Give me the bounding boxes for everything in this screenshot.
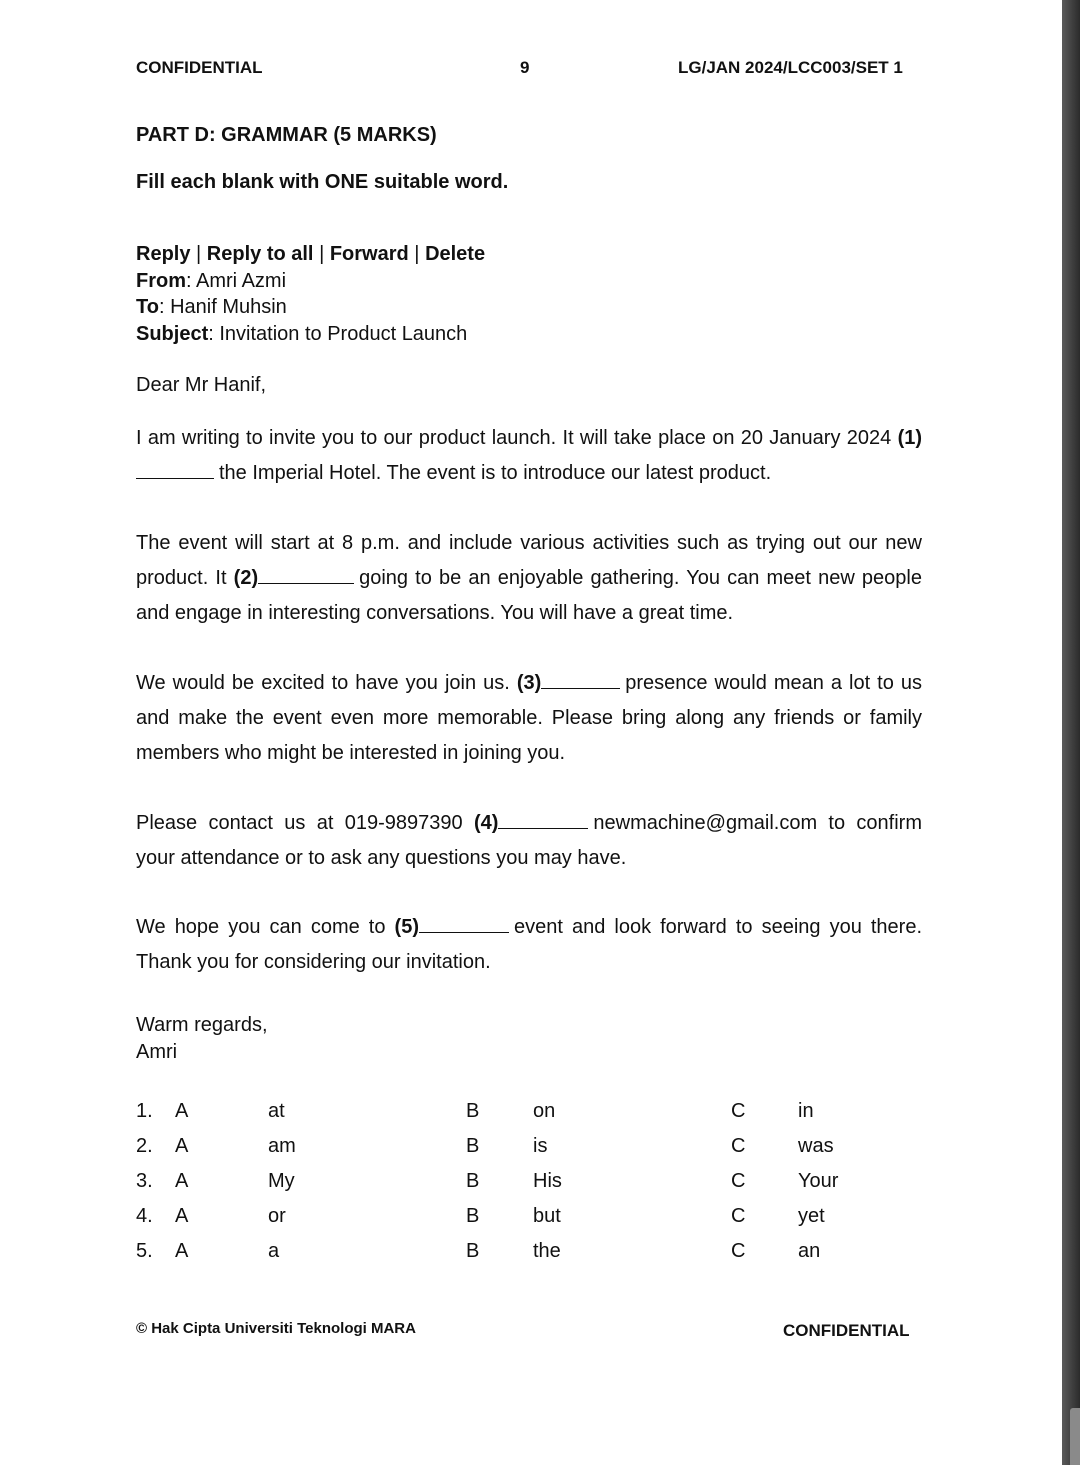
option-b-text: His bbox=[533, 1170, 562, 1192]
blank-label-2: (2) bbox=[233, 567, 259, 589]
question-number: 1. bbox=[136, 1100, 153, 1122]
blank-line-3 bbox=[541, 671, 620, 689]
option-c-text: in bbox=[798, 1100, 814, 1122]
paragraph-text: We hope you can come to bbox=[136, 916, 386, 938]
edge-tab bbox=[1070, 1408, 1080, 1465]
subject-label: Subject bbox=[136, 323, 209, 346]
option-b-text: but bbox=[533, 1205, 561, 1227]
window-edge bbox=[1062, 0, 1080, 1465]
separator: | bbox=[319, 243, 325, 265]
paper-code: LG/JAN 2024/LCC003/SET 1 bbox=[678, 58, 903, 77]
to-label: To bbox=[136, 296, 159, 319]
page-number: 9 bbox=[520, 58, 530, 77]
option-c-letter: C bbox=[731, 1205, 746, 1227]
blank-label-5: (5) bbox=[394, 916, 419, 938]
option-a-letter: A bbox=[175, 1100, 189, 1122]
paragraph-text: going to be an enjoyable gathering. You can meet new people and engage in interesting conversations. You will have a great time. bbox=[136, 567, 922, 624]
blank-label-3: (3) bbox=[516, 672, 542, 694]
paragraph-text: presence would mean a lot to us and make the event even more memorable. Please bring along any friends or family members who might be interested in joining you. bbox=[136, 672, 922, 764]
footer-copyright: © Hak Cipta Universiti Teknologi MARA bbox=[136, 1320, 416, 1337]
paragraph-text: the Imperial Hotel. The event is to introduce our latest product. bbox=[219, 462, 772, 484]
question-number: 2. bbox=[136, 1135, 153, 1157]
paragraph-4 bbox=[136, 806, 922, 876]
header-confidential: CONFIDENTIAL bbox=[136, 58, 263, 77]
option-a-text: or bbox=[268, 1205, 286, 1227]
option-b-letter: B bbox=[466, 1170, 480, 1192]
closing-line: Warm regards, bbox=[136, 1014, 268, 1036]
option-c-letter: C bbox=[731, 1100, 746, 1122]
option-a-letter: A bbox=[175, 1135, 189, 1157]
footer-confidential: CONFIDENTIAL bbox=[783, 1321, 910, 1340]
option-a-text: at bbox=[268, 1100, 285, 1122]
to-value: : Hanif Muhsin bbox=[158, 296, 287, 319]
paragraph-text: newmachine@gmail.com to confirm your attendance or to ask any questions you may have. bbox=[136, 812, 922, 869]
option-b-text: is bbox=[533, 1135, 548, 1157]
option-b-letter: B bbox=[466, 1100, 480, 1122]
option-b-letter: B bbox=[466, 1135, 480, 1157]
blank-line-2 bbox=[258, 566, 354, 584]
paragraph-text: I am writing to invite you to our product launch. It will take place on 20 January 2024 bbox=[136, 427, 892, 449]
blank-label-1: (1) bbox=[897, 427, 923, 449]
option-c-text: Your bbox=[798, 1170, 839, 1192]
option-b-text: the bbox=[533, 1240, 561, 1262]
option-b-letter: B bbox=[466, 1240, 480, 1262]
part-title: PART D: GRAMMAR (5 MARKS) bbox=[136, 124, 437, 146]
separator: | bbox=[414, 243, 420, 265]
option-a-letter: A bbox=[175, 1205, 189, 1227]
to-line bbox=[136, 294, 485, 321]
paragraph-5 bbox=[136, 910, 922, 980]
delete-action: Delete bbox=[425, 243, 486, 265]
option-c-text: yet bbox=[798, 1205, 825, 1227]
option-a-text: My bbox=[268, 1170, 295, 1192]
option-a-text: a bbox=[268, 1240, 280, 1262]
separator: | bbox=[196, 243, 202, 265]
option-a-text: am bbox=[268, 1135, 296, 1157]
option-c-text: was bbox=[798, 1135, 834, 1157]
paragraph-text: event and look forward to seeing you there. Thank you for considering our invitation. bbox=[136, 916, 923, 973]
paragraph-text: We would be excited to have you join us. bbox=[136, 672, 510, 694]
option-c-text: an bbox=[798, 1240, 821, 1262]
email-header bbox=[136, 241, 485, 348]
paragraph-2 bbox=[136, 526, 922, 631]
reply-to-all-action: Reply to all bbox=[206, 243, 314, 265]
option-a-letter: A bbox=[175, 1170, 189, 1192]
blank-line-4 bbox=[498, 811, 588, 829]
blank-line-5 bbox=[419, 915, 509, 933]
option-b-letter: B bbox=[466, 1205, 480, 1227]
option-c-letter: C bbox=[731, 1135, 746, 1157]
option-c-letter: C bbox=[731, 1240, 746, 1262]
question-number: 3. bbox=[136, 1170, 153, 1192]
blank-line-1 bbox=[136, 461, 214, 479]
paragraph-text: The event will start at 8 p.m. and include various activities such as trying out our new product. It bbox=[136, 532, 922, 589]
option-b-text: on bbox=[533, 1100, 556, 1122]
question-number: 5. bbox=[136, 1240, 153, 1262]
paragraph-1 bbox=[136, 421, 922, 491]
option-a-letter: A bbox=[175, 1240, 189, 1262]
forward-action: Forward bbox=[329, 243, 409, 265]
subject-value: : Invitation to Product Launch bbox=[208, 323, 468, 346]
greeting: Dear Mr Hanif, bbox=[136, 374, 267, 396]
blank-label-4: (4) bbox=[473, 812, 499, 834]
from-line bbox=[136, 268, 485, 295]
instruction: Fill each blank with ONE suitable word. bbox=[136, 171, 509, 193]
closing bbox=[136, 1012, 268, 1065]
option-c-letter: C bbox=[731, 1170, 746, 1192]
question-number: 4. bbox=[136, 1205, 153, 1227]
email-actions bbox=[136, 241, 485, 268]
subject-line bbox=[136, 321, 485, 348]
signature-name: Amri bbox=[136, 1040, 178, 1063]
from-label: From bbox=[136, 269, 186, 292]
paragraph-text: Please contact us at 019-9897390 bbox=[136, 812, 463, 834]
reply-action: Reply bbox=[136, 243, 191, 265]
from-value: : Amri Azmi bbox=[186, 269, 287, 292]
paragraph-3 bbox=[136, 666, 922, 771]
